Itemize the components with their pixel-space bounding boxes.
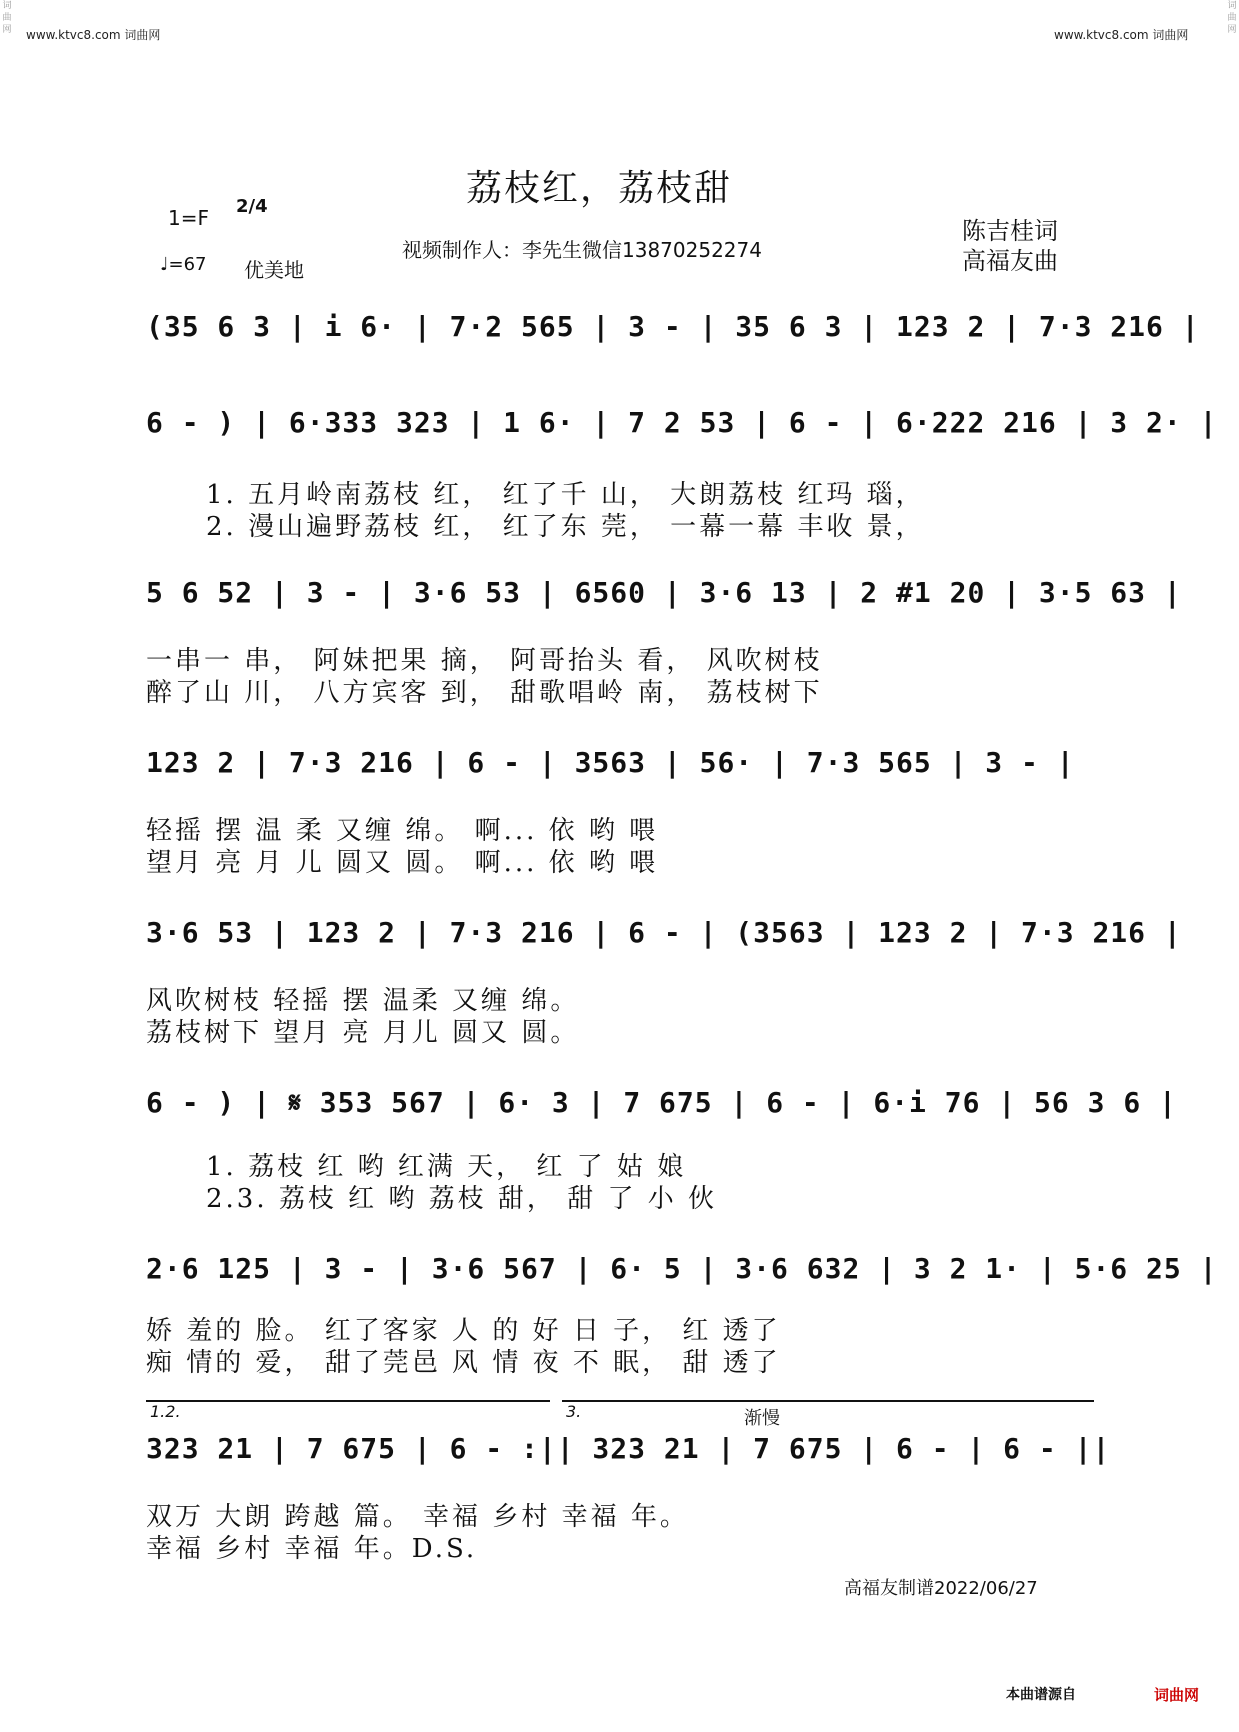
tempo: ♩=67: [160, 254, 207, 275]
time-signature: 2/4: [236, 196, 268, 217]
lyric-verse-2: 荔枝树下 望月 亮 月儿 圆又 圆。: [146, 1018, 580, 1048]
source-brand-link[interactable]: 词曲网: [1154, 1686, 1200, 1704]
video-credit: 视频制作人：李先生微信13870252274: [402, 238, 762, 262]
notation-line-5: 3·6 53 | 123 2 | 7·3 216 | 6 - | (3563 | 123 2 | 7·3 216 |: [146, 916, 1182, 949]
key-signature: 1=F: [168, 206, 209, 230]
tempo-change-mark: 渐慢: [744, 1408, 780, 1429]
expression-mark: 优美地: [244, 258, 304, 282]
lyric-verse-2: 2. 漫山遍野荔枝 红， 红了东 莞， 一幕一幕 丰收 景，: [206, 512, 925, 542]
left-watermark-strip: [0, 0, 14, 1732]
volta-label-2: 3.: [566, 1402, 582, 1421]
song-title: 荔枝红，荔枝甜: [466, 168, 733, 209]
notation-line-4: 123 2 | 7·3 216 | 6 - | 3563 | 56· | 7·3 565 | 3 - |: [146, 746, 1075, 779]
lyric-verse-1: 轻摇 摆 温 柔 又缠 绵。 啊... 依 哟 喂: [146, 816, 659, 846]
transcriber-note: 高福友制谱2022/06/27: [844, 1578, 1038, 1599]
volta-bracket-2: [562, 1400, 1094, 1402]
lyric-verse-1: 一串一 串， 阿妹把果 摘， 阿哥抬头 看， 风吹树枝: [146, 646, 823, 676]
notation-line-6: 6 - ) | 𝄋 353 567 | 6· 3 | 7 675 | 6 - | 6·i 76 | 56 3 6 |: [146, 1086, 1177, 1119]
site-url-right[interactable]: www.ktvc8.com 词曲网: [1054, 28, 1189, 42]
lyric-verse-2: 幸福 乡村 幸福 年。D.S.: [146, 1534, 478, 1564]
source-label: 本曲谱源自: [1006, 1687, 1076, 1703]
lyric-verse-1: 1. 五月岭南荔枝 红， 红了千 山， 大朗荔枝 红玛 瑙，: [206, 480, 925, 510]
lyric-verse-2: 痴 情的 爱， 甜了莞邑 风 情 夜 不 眠， 甜 透了: [146, 1348, 781, 1378]
site-url-left[interactable]: www.ktvc8.com 词曲网: [26, 28, 161, 42]
volta-bracket-1: [146, 1400, 550, 1402]
lyric-verse-1: 1. 荔枝 红 哟 红满 天， 红 了 姑 娘: [206, 1152, 687, 1182]
volta-label-1: 1.2.: [150, 1402, 181, 1421]
lyric-verse-1: 娇 羞的 脸。 红了客家 人 的 好 日 子， 红 透了: [146, 1316, 781, 1346]
notation-line-7: 2·6 125 | 3 - | 3·6 567 | 6· 5 | 3·6 632 | 3 2 1· | 5·6 25 |: [146, 1252, 1218, 1285]
lyricist: 陈吉桂词: [962, 217, 1058, 245]
lyric-verse-1: 风吹树枝 轻摇 摆 温柔 又缠 绵。: [146, 986, 580, 1016]
notation-line-1: (35 6 3 | i 6· | 7·2 565 | 3 - | 35 6 3 | 123 2 | 7·3 216 |: [146, 310, 1200, 343]
side-watermark-text: 词曲网: [1227, 1, 1237, 35]
lyric-verse-1: 双万 大朗 跨越 篇。 幸福 乡村 幸福 年。: [146, 1502, 689, 1532]
lyric-verse-2: 望月 亮 月 儿 圆又 圆。 啊... 依 哟 喂: [146, 848, 659, 878]
composer: 高福友曲: [962, 247, 1058, 275]
right-watermark-strip: [1225, 0, 1239, 1732]
side-watermark-text: 词曲网: [2, 1, 12, 35]
lyric-verse-2: 2.3. 荔枝 红 哟 荔枝 甜， 甜 了 小 伙: [206, 1184, 717, 1214]
notation-line-8: 323 21 | 7 675 | 6 - :|| 323 21 | 7 675 | 6 - | 6 - ||: [146, 1432, 1111, 1465]
notation-line-2: 6 - ) | 6·333 323 | 1 6· | 7 2 53 | 6 - | 6·222 216 | 3 2· |: [146, 406, 1218, 439]
lyric-verse-2: 醉了山 川， 八方宾客 到， 甜歌唱岭 南， 荔枝树下: [146, 678, 823, 708]
notation-line-3: 5 6 52 | 3 - | 3·6 53 | 6560 | 3·6 13 | 2 #1 20 | 3·5 63 |: [146, 576, 1182, 609]
